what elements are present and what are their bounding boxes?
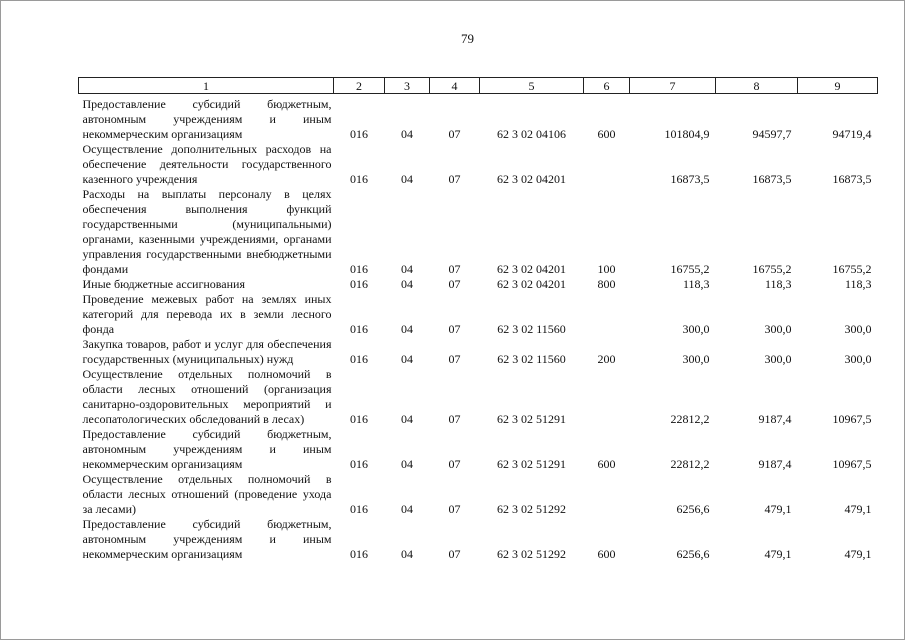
row-section-code: 04: [401, 277, 413, 291]
table-row: [79, 472, 878, 517]
row-amount-2: 300,0: [764, 322, 792, 336]
row-section-code: 04: [401, 412, 413, 426]
budget-table: [78, 77, 878, 562]
table-row: [79, 517, 878, 562]
row-section-code: 04: [401, 502, 413, 516]
column-header: 4: [430, 78, 480, 94]
row-target-article: 62 3 02 04201: [497, 262, 566, 276]
row-description: Осуществление отдельных полномочий в области лесных отношений (проведение ухода за лесами): [82, 472, 332, 516]
row-amount-2: 118,3: [764, 277, 792, 291]
row-subsection-code: 07: [448, 277, 461, 291]
row-amount-1: 6256,6: [676, 547, 710, 561]
row-amount-1: 300,0: [682, 322, 710, 336]
row-description: Предоставление субсидий бюджетным, автономным учреждениям и иным некоммерческим организациям: [82, 427, 332, 471]
row-target-article: 62 3 02 51292: [497, 547, 566, 561]
row-subsection-code: 07: [448, 127, 461, 141]
row-description: Предоставление субсидий бюджетным, автономным учреждениям и иным некоммерческим организациям: [82, 517, 332, 561]
row-amount-1: 22812,2: [670, 457, 710, 471]
row-description: Иные бюджетные ассигнования: [82, 277, 245, 291]
row-amount-2: 9187,4: [758, 457, 792, 471]
row-target-article: 62 3 02 04106: [497, 127, 566, 141]
row-amount-2: 16873,5: [752, 172, 792, 186]
row-description: Закупка товаров, работ и услуг для обеспечения государственных (муниципальных) нужд: [82, 337, 332, 366]
row-section-code: 04: [401, 262, 413, 276]
page-number: 79: [461, 31, 474, 46]
row-ministry-code: 016: [350, 277, 368, 291]
row-ministry-code: 016: [350, 547, 368, 561]
row-target-article: 62 3 02 04201: [497, 172, 566, 186]
row-target-article: 62 3 02 51291: [497, 412, 566, 426]
table-row: [79, 277, 878, 292]
row-amount-3: 10967,5: [832, 457, 872, 471]
row-target-article: 62 3 02 04201: [497, 277, 566, 291]
row-section-code: 04: [401, 172, 413, 186]
table-row: [79, 367, 878, 427]
table-row: [79, 292, 878, 337]
column-header: 7: [630, 78, 716, 94]
row-expense-type: 600: [597, 547, 616, 561]
row-expense-type: 600: [597, 127, 616, 141]
row-expense-type: [584, 472, 630, 517]
row-subsection-code: 07: [448, 502, 461, 516]
row-expense-type: 100: [597, 262, 616, 276]
row-ministry-code: 016: [350, 172, 368, 186]
row-expense-type: [584, 367, 630, 427]
row-target-article: 62 3 02 51292: [497, 502, 566, 516]
row-subsection-code: 07: [448, 457, 461, 471]
row-amount-1: 22812,2: [670, 412, 710, 426]
row-expense-type: [584, 292, 630, 337]
column-header: 1: [79, 78, 334, 94]
row-expense-type: [584, 142, 630, 187]
row-subsection-code: 07: [448, 172, 461, 186]
row-ministry-code: 016: [350, 502, 368, 516]
table-row: [79, 337, 878, 367]
row-ministry-code: 016: [350, 457, 368, 471]
row-amount-2: 479,1: [764, 502, 792, 516]
row-amount-3: 479,1: [844, 547, 872, 561]
row-target-article: 62 3 02 11560: [497, 322, 566, 336]
row-amount-2: 300,0: [764, 352, 792, 366]
row-subsection-code: 07: [448, 547, 461, 561]
row-amount-2: 479,1: [764, 547, 792, 561]
row-target-article: 62 3 02 11560: [497, 352, 566, 366]
row-amount-1: 101804,9: [664, 127, 710, 141]
row-amount-3: 16873,5: [832, 172, 872, 186]
row-amount-2: 9187,4: [758, 412, 792, 426]
row-subsection-code: 07: [448, 412, 461, 426]
row-amount-3: 94719,4: [832, 127, 872, 141]
row-amount-1: 300,0: [682, 352, 710, 366]
row-section-code: 04: [401, 457, 413, 471]
column-header: 2: [334, 78, 385, 94]
column-header: 9: [798, 78, 878, 94]
row-amount-3: 300,0: [844, 352, 872, 366]
row-description: Расходы на выплаты персоналу в целях обеспечения выполнения функций государственными (муниципальными) органами, казенными учреждениями, органами управления государственными внебюджетными фондами: [82, 187, 332, 276]
row-ministry-code: 016: [350, 352, 368, 366]
row-description: Осуществление дополнительных расходов на обеспечение деятельности государственного казенного учреждения: [82, 142, 332, 186]
row-subsection-code: 07: [448, 262, 461, 276]
row-description: Предоставление субсидий бюджетным, автономным учреждениям и иным некоммерческим организациям: [82, 97, 332, 141]
header-row: [79, 78, 878, 94]
row-expense-type: 600: [597, 457, 616, 471]
row-amount-2: 94597,7: [752, 127, 792, 141]
row-subsection-code: 07: [448, 322, 461, 336]
row-expense-type: 200: [597, 352, 616, 366]
row-amount-3: 118,3: [844, 277, 872, 291]
row-amount-1: 16755,2: [670, 262, 710, 276]
row-section-code: 04: [401, 322, 413, 336]
row-amount-3: 300,0: [844, 322, 872, 336]
row-amount-2: 16755,2: [752, 262, 792, 276]
row-description: Проведение межевых работ на землях иных категорий для перевода их в земли лесного фонда: [82, 292, 332, 336]
table-row: [79, 187, 878, 277]
row-amount-1: 16873,5: [670, 172, 710, 186]
row-section-code: 04: [401, 547, 413, 561]
row-section-code: 04: [401, 352, 413, 366]
table-row: [79, 94, 878, 143]
row-ministry-code: 016: [350, 127, 368, 141]
row-amount-1: 118,3: [682, 277, 710, 291]
row-expense-type: 800: [597, 277, 616, 291]
row-amount-3: 479,1: [844, 502, 872, 516]
row-amount-3: 16755,2: [832, 262, 872, 276]
column-header: 8: [716, 78, 798, 94]
column-header: 6: [584, 78, 630, 94]
row-ministry-code: 016: [350, 262, 368, 276]
table-row: [79, 427, 878, 472]
row-amount-1: 6256,6: [676, 502, 710, 516]
row-section-code: 04: [401, 127, 413, 141]
row-ministry-code: 016: [350, 412, 368, 426]
table-row: [79, 142, 878, 187]
row-target-article: 62 3 02 51291: [497, 457, 566, 471]
row-amount-3: 10967,5: [832, 412, 872, 426]
row-ministry-code: 016: [350, 322, 368, 336]
column-header: 3: [385, 78, 430, 94]
column-header: 5: [480, 78, 584, 94]
row-description: Осуществление отдельных полномочий в области лесных отношений (организация санитарно-оздоровительных мероприятий и лесопатологических обследований в лесах): [82, 367, 332, 426]
row-subsection-code: 07: [448, 352, 461, 366]
